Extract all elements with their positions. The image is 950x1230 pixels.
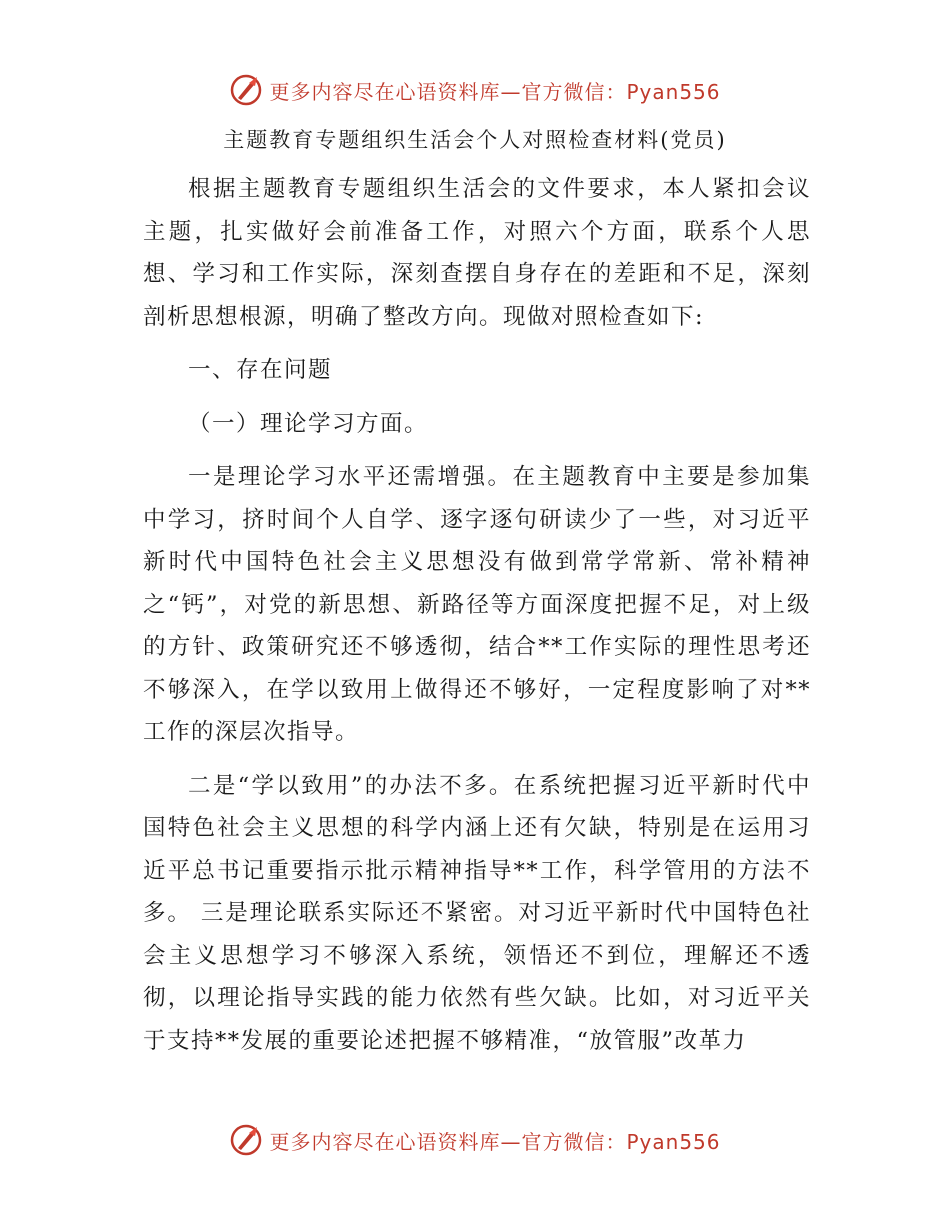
watermark-text-bottom: 更多内容尽在心语资料库—官方微信：Pyan556	[269, 1129, 721, 1154]
watermark-text-top: 更多内容尽在心语资料库—官方微信：Pyan556	[269, 79, 721, 104]
quill-logo-icon	[229, 1123, 263, 1157]
section-heading: 一、存在问题	[188, 357, 333, 383]
subsection-heading: （一）理论学习方面。	[188, 410, 429, 437]
document-title: 主题教育专题组织生活会个人对照检查材料(党员)	[223, 128, 727, 152]
paragraph-point-one: 一是理论学习水平还需增强。在主题教育中主要是参加集中学习，挤时间个人自学、逐字逐句研读少了一些，对习近平新时代中国特色社会主义思想没有做到常学常新、常补精神之“钙”，对党的新思想、新路径等方面深度把握不足，对上级的方针、政策研究还不够透彻，结合**工作实际的理性思考还不够深入，在学以致用上做得还不够好，一定程度影响了对**工作的深层次指导。	[143, 464, 811, 745]
quill-logo-icon	[229, 73, 263, 107]
watermark-banner-bottom	[0, 1120, 950, 1160]
paragraph-intro: 根据主题教育专题组织生活会的文件要求，本人紧扣会议主题，扎实做好会前准备工作，对照六个方面，联系个人思想、学习和工作实际，深刻查摆自身存在的差距和不足，深刻剖析思想根源，明确了整改方向。现做对照检查如下:	[143, 176, 811, 330]
document-body	[143, 168, 811, 1073]
watermark-banner-top	[0, 70, 950, 110]
paragraph-point-two: 二是“学以致用”的办法不多。在系统把握习近平新时代中国特色社会主义思想的科学内涵上还有欠缺，特别是在运用习近平总书记重要指示批示精神指导**工作，科学管用的方法不多。 三是理论联系实际还不紧密。对习近平新时代中国特色社会主义思想学习不够深入系统，领悟还不到位，理解还不透彻，以理论指导实践的能力依然有些欠缺。比如，对习近平关于支持**发展的重要论述把握不够精准，“放管服”改革力	[143, 772, 811, 1054]
